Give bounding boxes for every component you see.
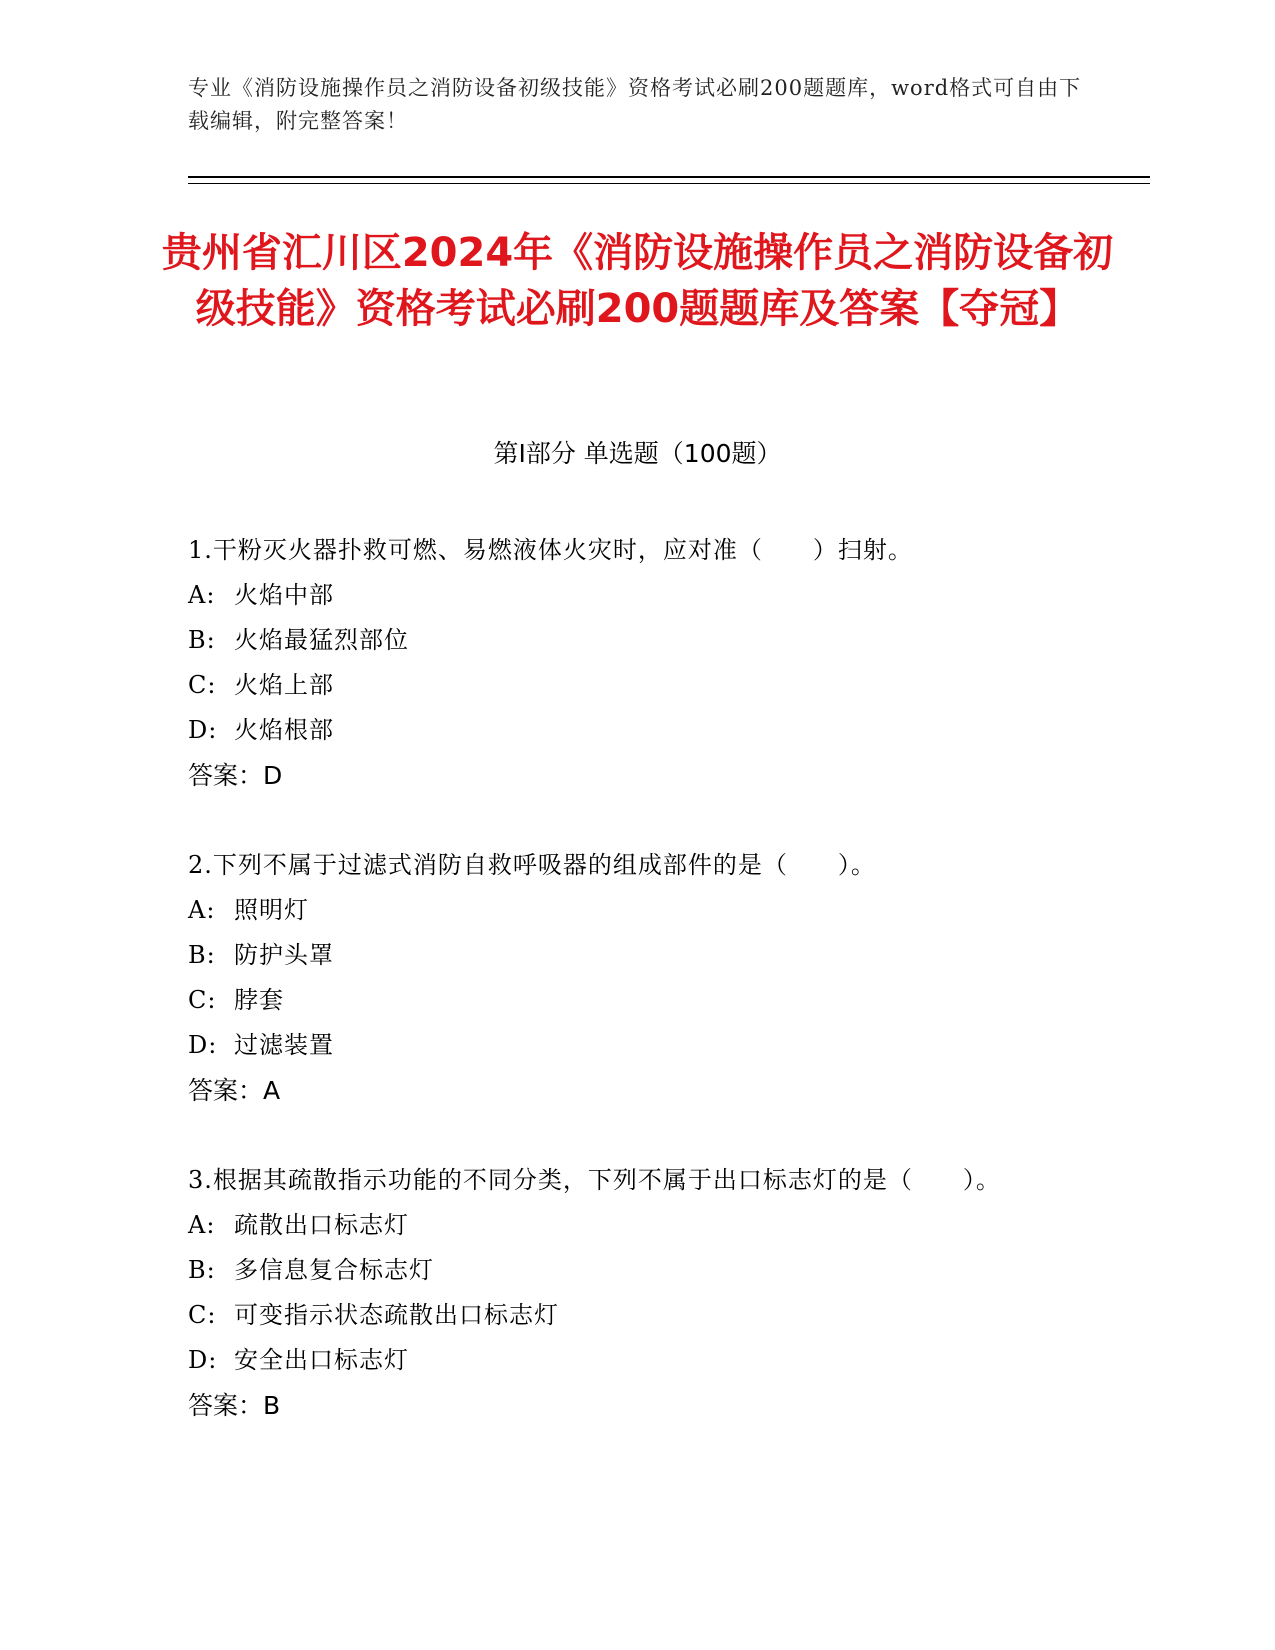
- option-key: B:: [188, 626, 216, 654]
- option-key: A:: [188, 1211, 216, 1239]
- answer-value: B: [263, 1391, 281, 1420]
- option-d: [188, 708, 1068, 753]
- option-text: 多信息复合标志灯: [234, 1256, 434, 1284]
- document-title: 贵州省汇川区2024年《消防设施操作员之消防设备初级技能》资格考试必刷200题题库及答案【夺冠】: [161, 230, 1114, 332]
- option-b: [188, 618, 1068, 663]
- option-key: C:: [188, 986, 217, 1014]
- answer-value: A: [263, 1076, 281, 1105]
- option-text: 防护头罩: [234, 941, 334, 969]
- option-key: C:: [188, 671, 217, 699]
- option-text: 安全出口标志灯: [234, 1346, 409, 1374]
- option-c: [188, 978, 1068, 1023]
- question-stem: 1.干粉灭火器扑救可燃、易燃液体火灾时，应对准（ ）扫射。: [188, 536, 913, 564]
- option-text: 火焰最猛烈部位: [234, 626, 409, 654]
- answer-line: [188, 1068, 1068, 1113]
- question-list: [188, 528, 1068, 1473]
- option-c: [188, 663, 1068, 708]
- header-rule-thick: [188, 176, 1150, 178]
- header-rule-thin: [188, 183, 1150, 184]
- option-b: [188, 933, 1068, 978]
- option-b: [188, 1248, 1068, 1293]
- option-text: 可变指示状态疏散出口标志灯: [234, 1301, 559, 1329]
- question-2: [188, 843, 1068, 1113]
- option-text: 脖套: [234, 986, 284, 1014]
- option-d: [188, 1023, 1068, 1068]
- answer-line: [188, 1383, 1068, 1428]
- option-text: 疏散出口标志灯: [234, 1211, 409, 1239]
- option-c: [188, 1293, 1068, 1338]
- answer-value: D: [263, 761, 283, 790]
- option-a: [188, 888, 1068, 933]
- option-key: B:: [188, 1256, 216, 1284]
- answer-label: 答案：: [188, 1076, 264, 1105]
- option-key: A:: [188, 581, 216, 609]
- option-key: C:: [188, 1301, 217, 1329]
- option-key: D:: [188, 1031, 218, 1059]
- question-1: [188, 528, 1068, 798]
- option-key: B:: [188, 941, 216, 969]
- question-stem: 3.根据其疏散指示功能的不同分类，下列不属于出口标志灯的是（ ）。: [188, 1166, 1001, 1194]
- option-text: 照明灯: [234, 896, 309, 924]
- answer-line: [188, 753, 1068, 798]
- section-title: 第Ⅰ部分 单选题（100题）: [493, 439, 782, 468]
- header-note: 专业《消防设施操作员之消防设备初级技能》资格考试必刷200题题库，word格式可自由下载编辑，附完整答案！: [188, 76, 1082, 133]
- option-key: D:: [188, 716, 218, 744]
- option-d: [188, 1338, 1068, 1383]
- option-key: A:: [188, 896, 216, 924]
- option-text: 过滤装置: [234, 1031, 334, 1059]
- option-text: 火焰上部: [234, 671, 334, 699]
- option-text: 火焰中部: [234, 581, 334, 609]
- option-key: D:: [188, 1346, 218, 1374]
- answer-label: 答案：: [188, 761, 264, 790]
- answer-label: 答案：: [188, 1391, 264, 1420]
- question-stem: 2.下列不属于过滤式消防自救呼吸器的组成部件的是（ ）。: [188, 851, 876, 879]
- option-a: [188, 1203, 1068, 1248]
- option-a: [188, 573, 1068, 618]
- question-3: [188, 1158, 1068, 1428]
- option-text: 火焰根部: [234, 716, 334, 744]
